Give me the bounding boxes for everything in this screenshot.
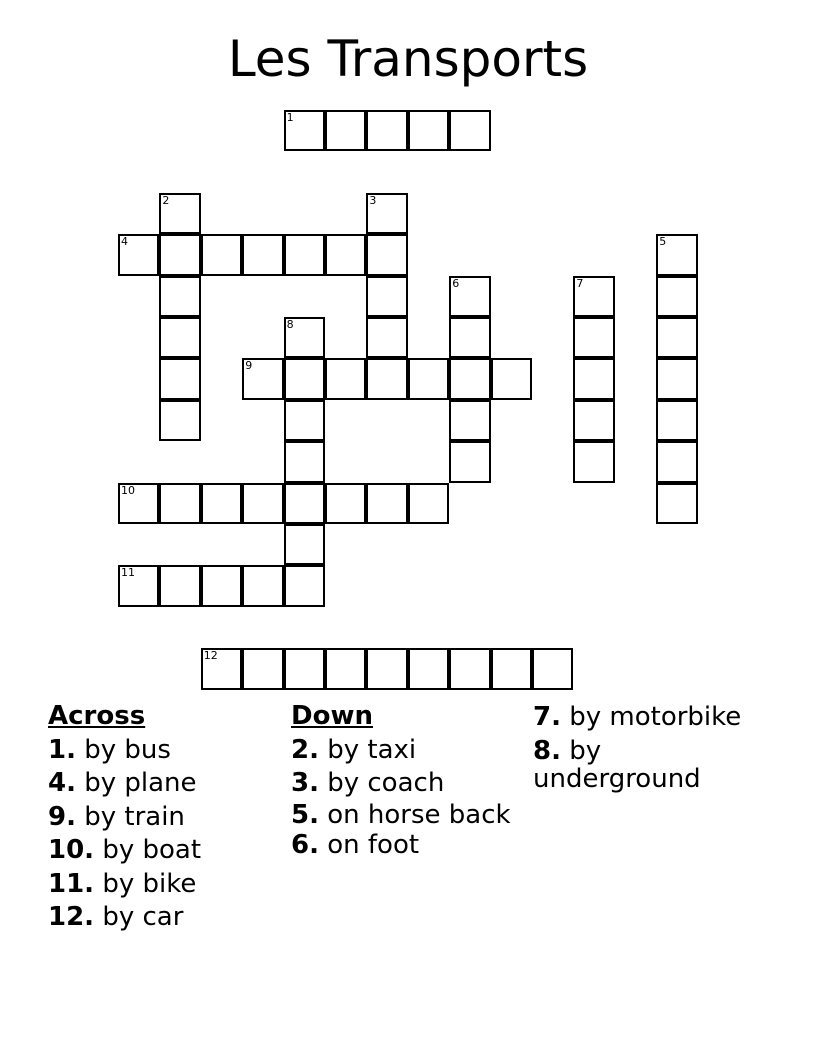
grid-cell[interactable] [366, 317, 407, 358]
clue-text: by motorbike [569, 702, 742, 732]
clue-number: 8 [286, 318, 294, 331]
grid-cell[interactable] [532, 648, 573, 689]
clue-number: 2 [162, 193, 170, 207]
grid-cell[interactable] [284, 110, 325, 151]
grid-cell[interactable] [656, 317, 697, 358]
grid-cell[interactable] [284, 524, 325, 565]
grid-cell[interactable] [449, 276, 490, 317]
grid-cell[interactable] [656, 234, 697, 275]
grid-cell[interactable] [656, 276, 697, 317]
grid-cell[interactable] [325, 358, 366, 399]
clue-text: by train [84, 801, 185, 832]
clue-text: by coach [327, 768, 445, 798]
clue-text: by underground [533, 736, 701, 794]
clue-number: 4 [121, 235, 128, 249]
grid-cell[interactable] [408, 483, 449, 524]
clue [291, 734, 521, 768]
clue [48, 834, 201, 868]
grid-cell[interactable] [366, 110, 407, 151]
grid-cell[interactable] [573, 276, 614, 317]
grid-cell[interactable] [242, 234, 283, 275]
clue-num: 1. [48, 734, 76, 765]
clue-num: 10. [48, 835, 95, 865]
grid-cell[interactable] [449, 648, 490, 689]
grid-cell[interactable] [159, 400, 200, 441]
grid-cell[interactable] [242, 648, 283, 689]
clue-number: 3 [369, 193, 377, 207]
grid-cell[interactable] [284, 317, 325, 358]
grid-cell[interactable] [284, 234, 325, 275]
across-clues [48, 700, 201, 935]
page-title: Les Transports [227, 30, 589, 88]
grid-cell[interactable] [159, 276, 200, 317]
clue-text: by bus [84, 734, 171, 765]
grid-cell[interactable] [656, 483, 697, 524]
clue-number: 12 [203, 649, 218, 663]
grid-cell[interactable] [159, 565, 200, 606]
clue [291, 829, 521, 863]
clue-number: 6 [452, 276, 460, 290]
clue-num: 8. [533, 736, 561, 766]
grid-cell[interactable] [656, 358, 697, 399]
clue-text: on foot [327, 829, 420, 860]
clue-number: 7 [576, 276, 584, 290]
grid-cell[interactable] [201, 565, 242, 606]
grid-cell[interactable] [242, 483, 283, 524]
grid-cell[interactable] [118, 234, 159, 275]
clue-num: 2. [291, 734, 319, 765]
clue-num: 9. [48, 801, 76, 832]
grid-cell[interactable] [242, 565, 283, 606]
clue-text: by car [102, 902, 184, 932]
grid-cell[interactable] [449, 317, 490, 358]
grid-cell[interactable] [656, 441, 697, 482]
grid-cell[interactable] [159, 317, 200, 358]
clue [48, 734, 201, 768]
grid-cell[interactable] [408, 648, 449, 689]
grid-cell[interactable] [449, 400, 490, 441]
grid-cell[interactable] [491, 358, 532, 399]
clue-text: by taxi [327, 734, 417, 765]
grid-cell[interactable] [284, 483, 325, 524]
grid-cell[interactable] [284, 441, 325, 482]
clue-num: 4. [48, 768, 76, 798]
grid-cell[interactable] [325, 648, 366, 689]
clue [48, 767, 201, 801]
grid-cell[interactable] [159, 193, 200, 234]
grid-cell[interactable] [159, 234, 200, 275]
grid-cell[interactable] [159, 483, 200, 524]
grid-cell[interactable] [325, 110, 366, 151]
grid-cell[interactable] [284, 648, 325, 689]
grid-cell[interactable] [201, 648, 242, 689]
clue [48, 901, 201, 935]
across-heading: Across [48, 701, 146, 731]
grid-cell[interactable] [408, 110, 449, 151]
clue-number: 5 [659, 235, 667, 249]
grid-cell[interactable] [449, 110, 490, 151]
grid-cell[interactable] [118, 565, 159, 606]
clue-num: 5. [291, 799, 319, 830]
clue [291, 767, 521, 801]
grid-cell[interactable] [366, 276, 407, 317]
clue-num: 7. [533, 702, 561, 732]
grid-cell[interactable] [118, 483, 159, 524]
grid-cell[interactable] [201, 483, 242, 524]
clue-text: by plane [84, 768, 197, 798]
grid-cell[interactable] [242, 358, 283, 399]
grid-cell[interactable] [408, 358, 449, 399]
clue-num: 6. [291, 829, 319, 860]
grid-cell[interactable] [159, 358, 200, 399]
grid-cell[interactable] [573, 358, 614, 399]
grid-cell[interactable] [366, 358, 407, 399]
clue-number: 10 [121, 483, 135, 497]
grid-cell[interactable] [325, 483, 366, 524]
clue-num: 3. [291, 768, 319, 798]
clue-number: 9 [245, 359, 253, 373]
grid-cell[interactable] [573, 441, 614, 482]
grid-cell[interactable] [573, 400, 614, 441]
grid-cell[interactable] [366, 483, 407, 524]
clue [48, 868, 201, 902]
clue-number: 11 [121, 566, 135, 580]
clue-text: by bike [102, 868, 197, 899]
clue [291, 801, 521, 829]
grid-cell[interactable] [449, 441, 490, 482]
grid-cell[interactable] [325, 234, 366, 275]
grid-cell[interactable] [284, 400, 325, 441]
grid-cell[interactable] [284, 565, 325, 606]
down-heading: Down [291, 701, 373, 731]
grid-cell[interactable] [366, 648, 407, 689]
grid-cell[interactable] [366, 193, 407, 234]
clue [533, 703, 763, 731]
clue [533, 737, 763, 793]
grid-cell[interactable] [449, 358, 490, 399]
clue-number: 1 [286, 111, 294, 124]
grid-cell[interactable] [656, 400, 697, 441]
grid-cell[interactable] [366, 234, 407, 275]
clue-text: on horse back [327, 799, 511, 830]
grid-cell[interactable] [491, 648, 532, 689]
grid-cell[interactable] [573, 317, 614, 358]
down-clues-continued [533, 703, 763, 799]
clue [48, 801, 201, 835]
clue-num: 12. [48, 902, 95, 932]
clue-num: 11. [48, 868, 95, 899]
grid-cell[interactable] [201, 234, 242, 275]
clue-text: by boat [102, 835, 202, 865]
grid-cell[interactable] [284, 358, 325, 399]
down-clues [291, 700, 521, 862]
